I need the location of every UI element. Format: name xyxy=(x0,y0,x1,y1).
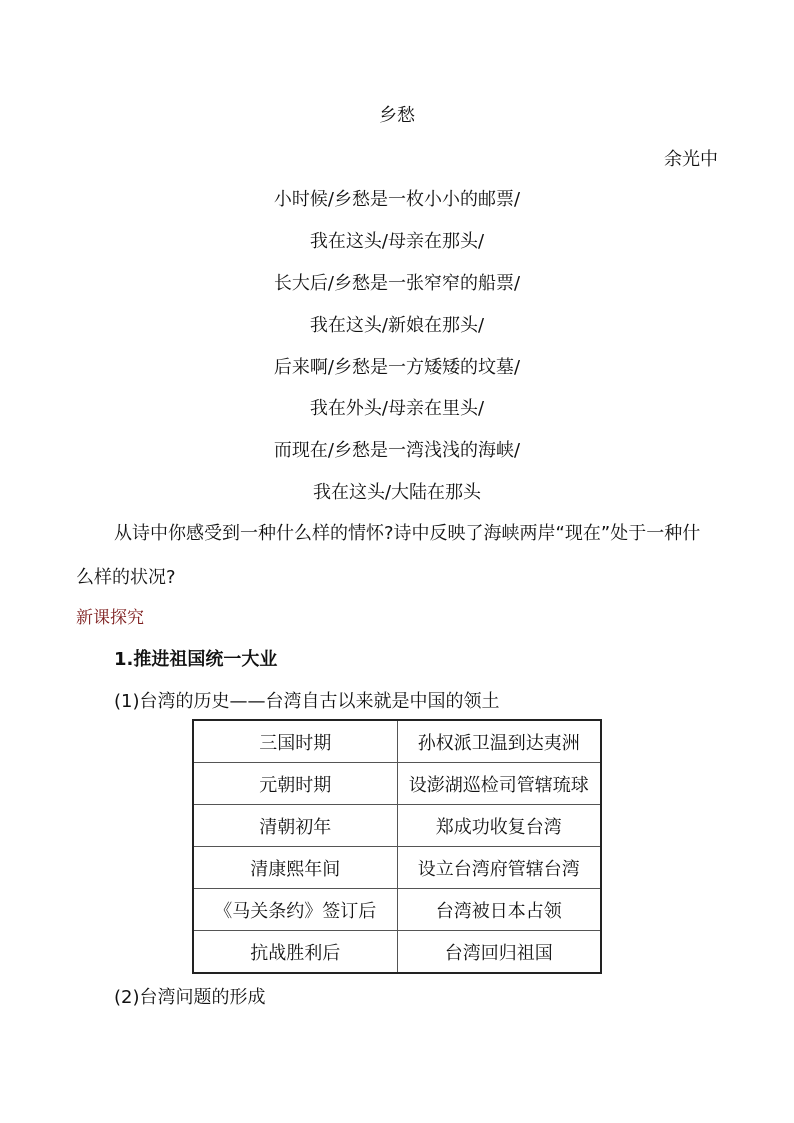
table-cell-period: 清康熙年间 xyxy=(193,847,397,889)
history-table xyxy=(192,719,602,974)
table-row xyxy=(193,931,601,974)
table-cell-event: 孙权派卫温到达夷洲 xyxy=(397,720,601,763)
list-item-history: (1)台湾的历史——台湾自古以来就是中国的领土 xyxy=(114,691,500,712)
table-cell-period: 三国时期 xyxy=(193,720,397,763)
table-cell-period: 元朝时期 xyxy=(193,763,397,805)
poem-line: 而现在/乡愁是一湾浅浅的海峡/ xyxy=(273,440,521,461)
table-cell-period: 《马关条约》签订后 xyxy=(193,889,397,931)
table-cell-event: 台湾被日本占领 xyxy=(397,889,601,931)
table-row xyxy=(193,889,601,931)
table-row xyxy=(193,720,601,763)
table-row xyxy=(193,763,601,805)
table-row xyxy=(193,805,601,847)
section-title: 新课探究 xyxy=(76,608,144,628)
poem-line: 我在这头/大陆在那头 xyxy=(312,482,482,503)
table-cell-period: 清朝初年 xyxy=(193,805,397,847)
poem-line: 小时候/乡愁是一枚小小的邮票/ xyxy=(273,189,521,210)
table-cell-event: 设澎湖巡检司管辖琉球 xyxy=(397,763,601,805)
table-row xyxy=(193,847,601,889)
question-text-line-1: 从诗中你感受到一种什么样的情怀?诗中反映了海峡两岸“现在”处于一种什 xyxy=(114,523,701,544)
poem-line: 后来啊/乡愁是一方矮矮的坟墓/ xyxy=(273,357,521,378)
poem-title: 乡愁 xyxy=(379,105,415,126)
poem-line: 我在外头/母亲在里头/ xyxy=(309,398,485,419)
poem-line: 长大后/乡愁是一张窄窄的船票/ xyxy=(273,273,521,294)
list-item-taiwan-issue: (2)台湾问题的形成 xyxy=(114,987,266,1008)
table-cell-event: 设立台湾府管辖台湾 xyxy=(397,847,601,889)
poem-line: 我在这头/新娘在那头/ xyxy=(309,315,485,336)
table-cell-event: 台湾回归祖国 xyxy=(397,931,601,974)
poem-author: 余光中 xyxy=(664,149,718,170)
table-cell-period: 抗战胜利后 xyxy=(193,931,397,974)
question-text-line-2: 么样的状况? xyxy=(76,567,176,588)
poem-line: 我在这头/母亲在那头/ xyxy=(309,231,485,252)
subheading: 1.推进祖国统一大业 xyxy=(114,649,278,670)
table-cell-event: 郑成功收复台湾 xyxy=(397,805,601,847)
